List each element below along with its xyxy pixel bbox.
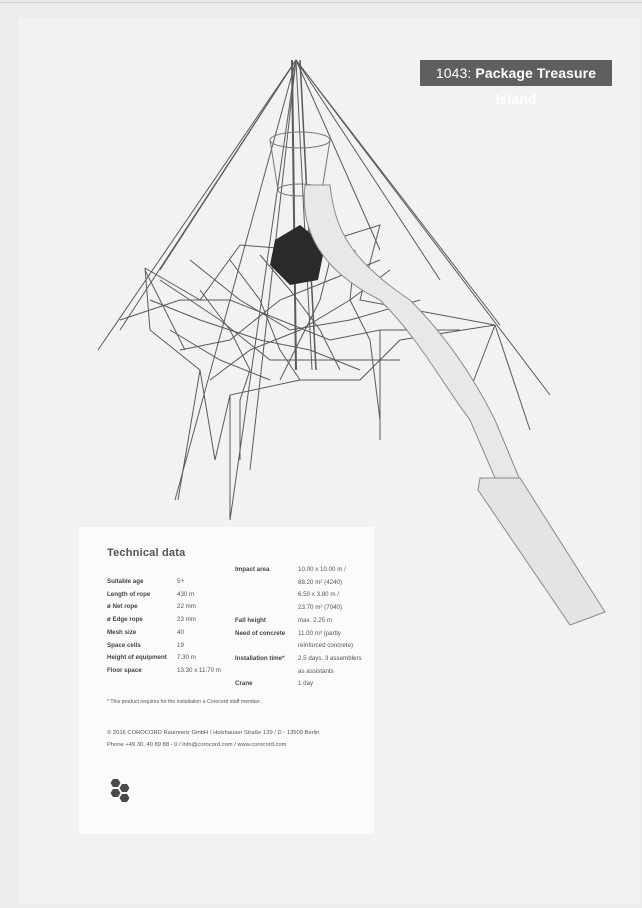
spec-row — [107, 640, 221, 653]
spec-label: ø Edge rope — [107, 616, 143, 624]
spec-label: ø Net rope — [107, 603, 138, 611]
spec-row — [107, 627, 221, 640]
spec-row — [107, 614, 221, 627]
spec-row — [235, 602, 362, 615]
spec-row — [107, 589, 221, 602]
spec-row — [235, 615, 362, 628]
spec-value: 5+ — [177, 578, 185, 585]
spec-value: reinforced concrete) — [298, 642, 354, 650]
spec-label: Length of rope — [107, 590, 151, 598]
spec-row — [235, 678, 362, 691]
company-info — [107, 727, 319, 751]
spec-left-column — [107, 576, 221, 678]
corocord-logo-icon — [107, 777, 137, 805]
spec-label — [235, 602, 298, 615]
spec-label: Need of concrete — [235, 629, 286, 637]
spec-row — [235, 666, 362, 679]
spec-row — [107, 665, 221, 678]
spec-right-column — [235, 564, 362, 691]
spec-value: 11.00 m³ (partly — [298, 629, 341, 637]
spec-label: Floor space — [107, 666, 142, 674]
product-title-badge — [420, 60, 612, 107]
spec-row — [107, 576, 221, 589]
spec-value: 23.70 m² (7040) — [298, 604, 343, 612]
spec-value: max. 2.25 m — [298, 616, 333, 624]
spec-row — [235, 577, 362, 590]
spec-label — [235, 577, 298, 590]
spec-value: 1 day — [298, 680, 314, 688]
spec-row — [235, 653, 362, 666]
spec-value: 430 m — [177, 590, 195, 598]
spec-label: Fall height — [235, 616, 266, 624]
spec-value: 10.00 x 10.00 m / — [298, 566, 346, 573]
contact-line: Phone +49 30. 40 89 88 - 0 / info@corocord.com / www.corocord.com — [107, 742, 287, 748]
spec-value: 19 — [177, 641, 184, 649]
spec-label — [235, 589, 298, 602]
spec-value: 23 mm — [177, 616, 196, 624]
product-number: 1043: — [435, 65, 472, 81]
spec-value: 40 — [177, 628, 184, 636]
spec-label: Crane — [235, 680, 253, 688]
spec-label: Mesh size — [107, 628, 137, 636]
spec-row — [235, 589, 362, 602]
spec-label: Installation time* — [235, 654, 285, 662]
product-name: Package Treasure Island — [475, 65, 597, 107]
spec-value: as assistants — [298, 667, 334, 675]
spec-label: Impact area — [235, 566, 270, 573]
copyright-line: © 2016 COROCORD Raumnetz GmbH / Holzhauser Straße 139 / D - 13509 Berlin — [107, 730, 320, 736]
installation-footnote: * This product requires for the installation a Corocord staff member. — [107, 699, 262, 705]
spec-label: Space cells — [107, 641, 141, 649]
spec-label — [235, 640, 298, 653]
spec-row — [235, 628, 362, 641]
spec-value: 22 mm — [177, 603, 196, 611]
spec-row — [107, 601, 221, 614]
technical-data-card — [79, 527, 374, 834]
technical-data-heading: Technical data — [107, 547, 186, 559]
spec-value: 13.30 x 11.70 m — [177, 666, 221, 674]
spec-label — [235, 666, 298, 679]
spec-row — [235, 564, 362, 577]
spec-value: 6.50 x 3.80 m / — [298, 591, 339, 599]
spec-value: 2.5 days, 3 assemblers — [298, 654, 362, 662]
spec-value: 88.20 m² (4240) — [298, 578, 343, 586]
spec-label: Suitable age — [107, 578, 144, 585]
spec-row — [235, 640, 362, 653]
spec-label: Height of equipment — [107, 654, 167, 662]
spec-row — [107, 652, 221, 665]
spec-value: 7.30 m — [177, 654, 196, 662]
